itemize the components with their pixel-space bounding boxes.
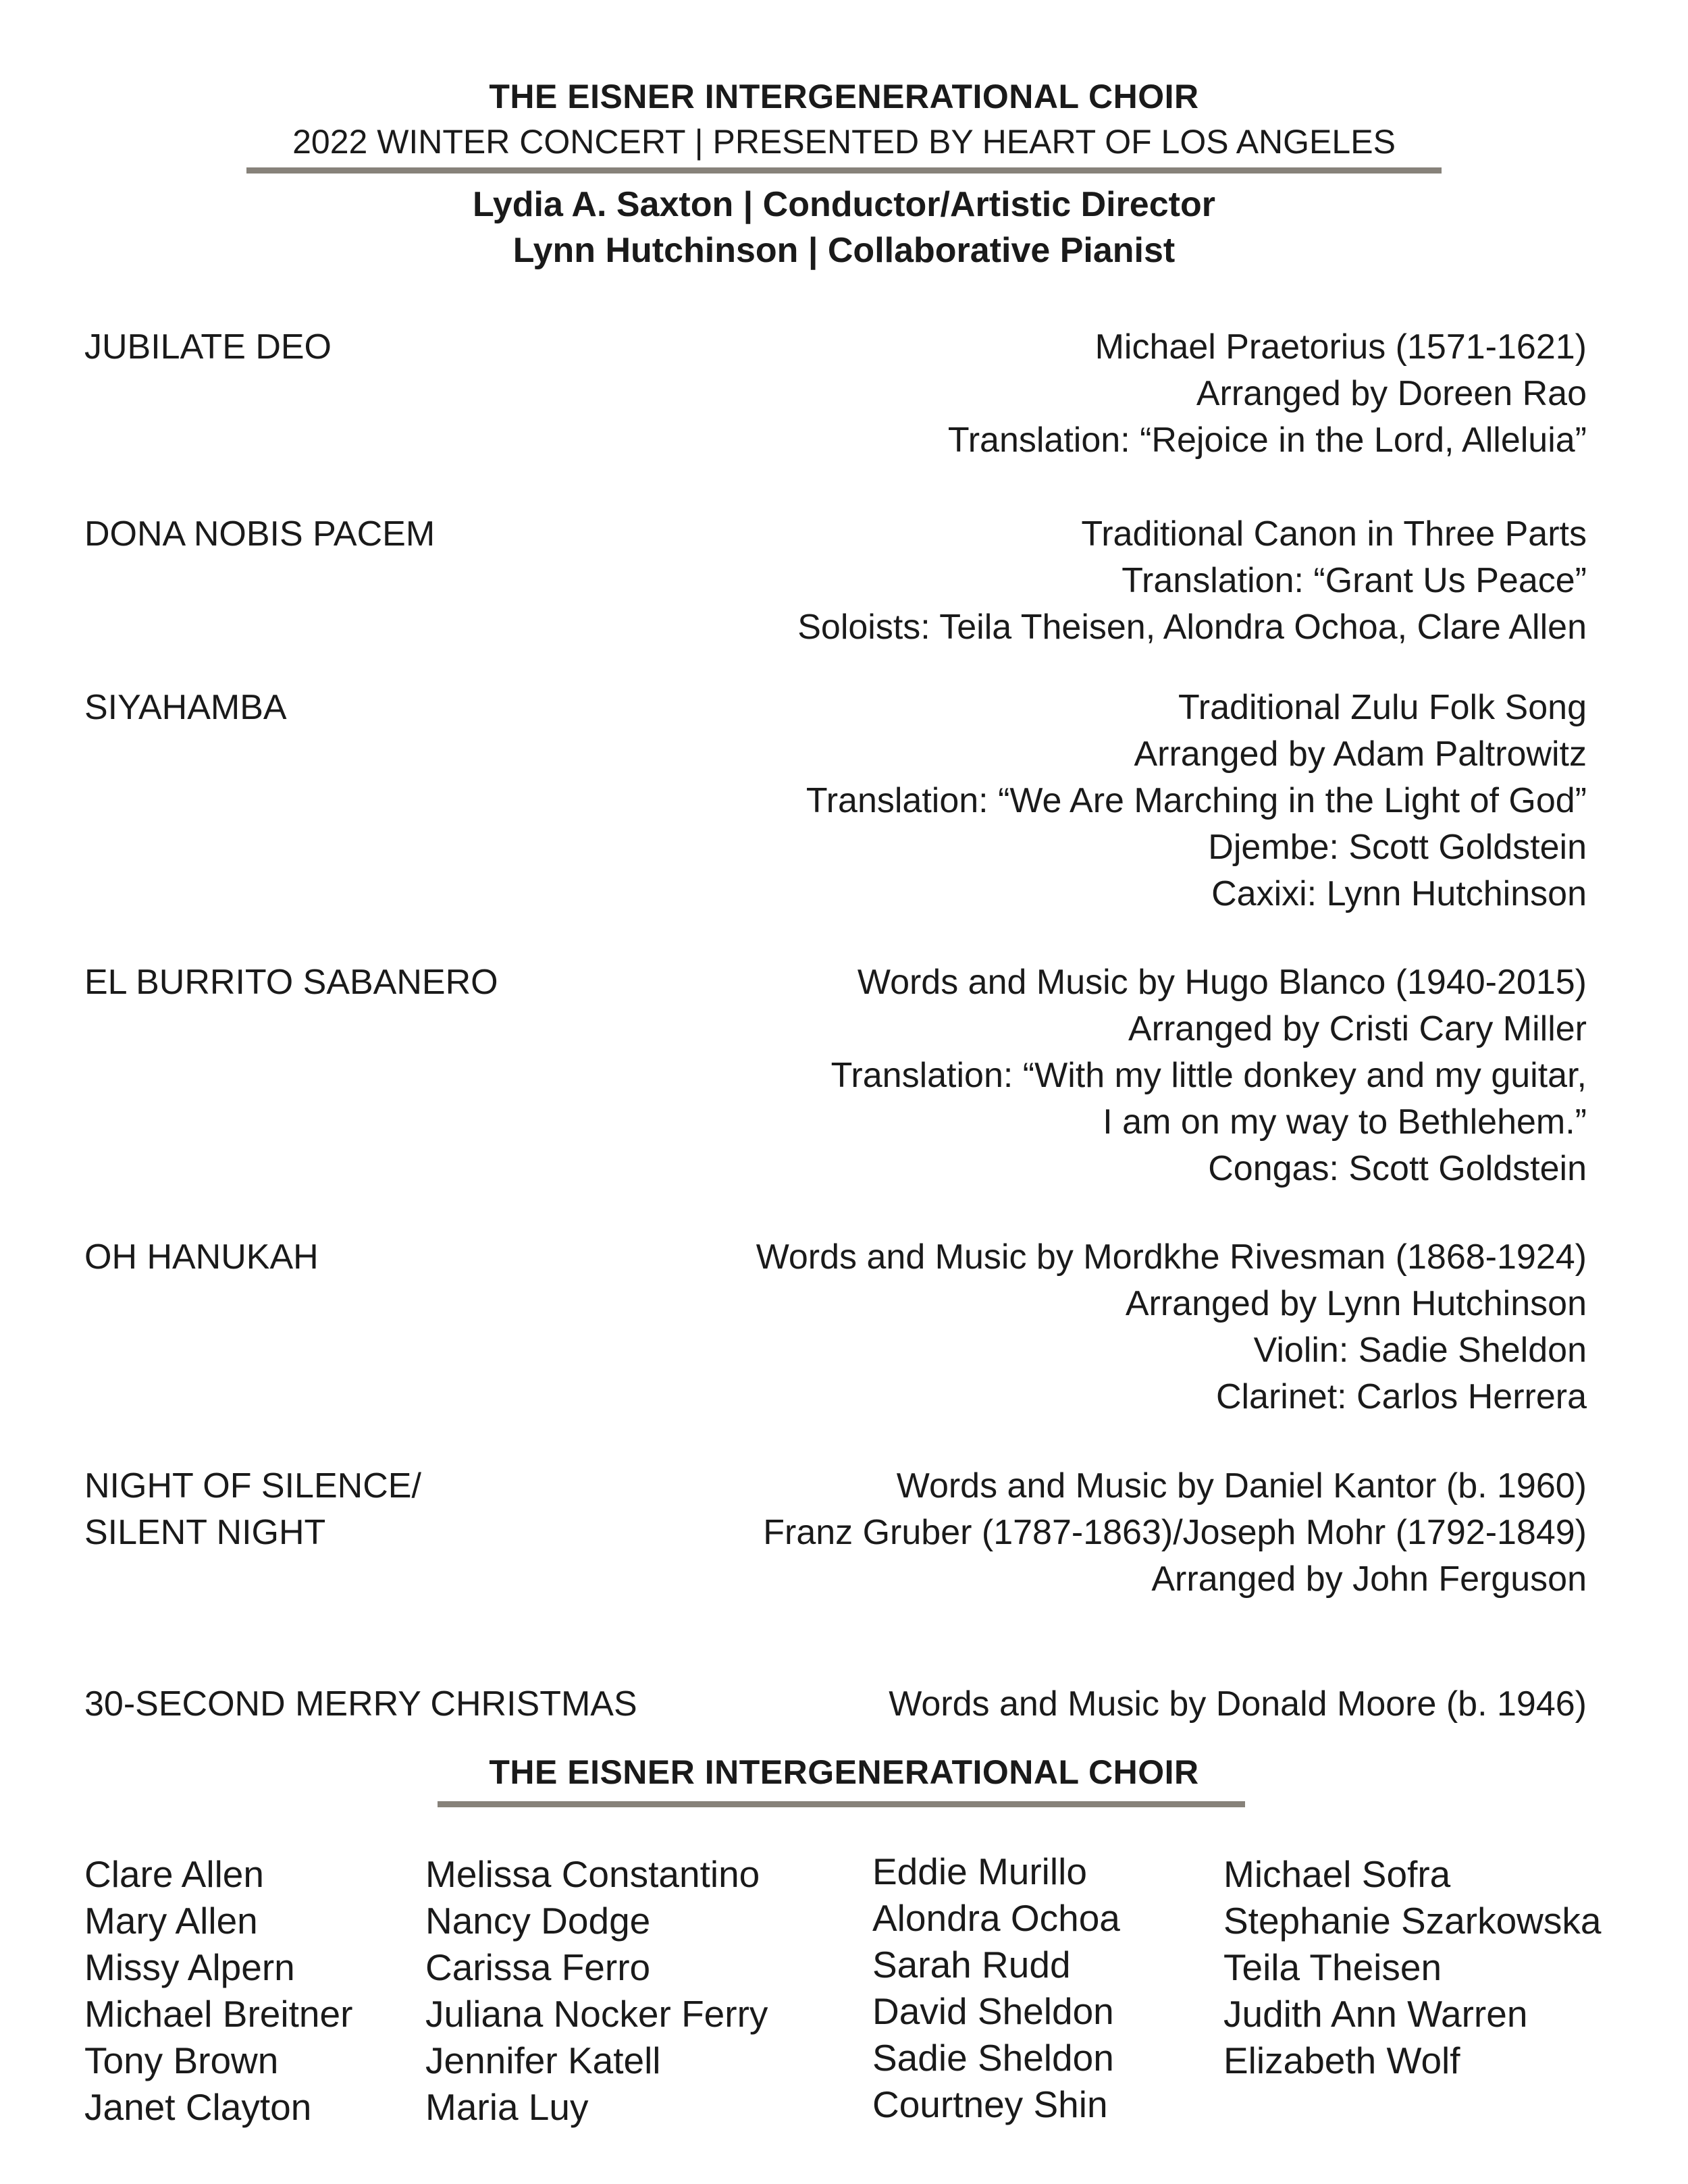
member-name: Courtney Shin	[872, 2083, 1108, 2125]
piece-title-line: SILENT NIGHT	[84, 1513, 326, 1552]
performer-line: Caxixi: Lynn Hutchinson	[1211, 874, 1587, 913]
roster-column-4	[1223, 1851, 1601, 2084]
piece-details	[756, 1234, 1587, 1420]
member-name: Mary Allen	[84, 1900, 258, 1942]
roster-title: THE EISNER INTERGENERATIONAL CHOIR	[489, 1753, 1199, 1791]
composer-line: Michael Praetorius (1571-1621)	[1094, 327, 1587, 367]
translation-line: Translation: “We Are Marching in the Light of God”	[806, 781, 1587, 820]
conductor-credit: Lydia A. Saxton | Conductor/Artistic Director	[473, 185, 1215, 224]
roster-column-1	[84, 1851, 352, 2131]
member-name: Janet Clayton	[84, 2086, 312, 2128]
piece-title	[84, 324, 332, 371]
member-name: Juliana Nocker Ferry	[425, 1993, 768, 2035]
piece-title	[84, 959, 498, 1006]
translation-line: I am on my way to Bethlehem.”	[1103, 1102, 1587, 1142]
member-name: Elizabeth Wolf	[1223, 2040, 1460, 2081]
piece-title	[84, 511, 435, 558]
composer-line: Franz Gruber (1787-1863)/Joseph Mohr (1792-1849)	[763, 1513, 1587, 1552]
credits	[0, 182, 1688, 273]
roster-column-2	[425, 1851, 768, 2131]
member-name: Carissa Ferro	[425, 1946, 651, 1988]
piece-details	[806, 685, 1587, 917]
concert-subtitle: 2022 WINTER CONCERT | PRESENTED BY HEART OF LOS ANGELES	[292, 123, 1396, 161]
piece-title-line: DONA NOBIS PACEM	[84, 514, 436, 554]
piece-title	[84, 1681, 637, 1728]
piece-details	[831, 959, 1587, 1192]
member-name: Jennifer Katell	[425, 2040, 661, 2081]
performer-line: Congas: Scott Goldstein	[1208, 1149, 1587, 1188]
member-name: Teila Theisen	[1223, 1946, 1442, 1988]
composer-line: Words and Music by Daniel Kantor (b. 1960)	[896, 1466, 1587, 1506]
member-name: Michael Sofra	[1223, 1853, 1451, 1895]
composer-line: Words and Music by Hugo Blanco (1940-2015)	[857, 963, 1587, 1002]
arranger-line: Arranged by Lynn Hutchinson	[1125, 1284, 1587, 1323]
choir-title: THE EISNER INTERGENERATIONAL CHOIR	[489, 78, 1199, 115]
composer-line: Words and Music by Mordkhe Rivesman (1868-1924)	[756, 1237, 1587, 1277]
member-name: Tony Brown	[84, 2040, 279, 2081]
translation-line: Translation: “With my little donkey and my guitar,	[830, 1056, 1587, 1095]
piece-details	[948, 324, 1587, 464]
piece-title	[84, 1463, 421, 1556]
member-name: Nancy Dodge	[425, 1900, 651, 1942]
piece-details	[889, 1681, 1587, 1728]
composer-line: Traditional Canon in Three Parts	[1081, 514, 1587, 554]
arranger-line: Arranged by Doreen Rao	[1196, 374, 1587, 413]
member-name: Missy Alpern	[84, 1946, 295, 1988]
program-header	[0, 74, 1688, 273]
piece-title-line: OH HANUKAH	[84, 1237, 319, 1277]
piece-title	[84, 685, 287, 731]
arranger-line: Arranged by Adam Paltrowitz	[1134, 735, 1587, 774]
member-name: Sadie Sheldon	[872, 2037, 1114, 2079]
piece-details	[763, 1463, 1587, 1603]
performer-line: Clarinet: Carlos Herrera	[1215, 1377, 1587, 1416]
member-name: Sarah Rudd	[872, 1944, 1071, 1986]
piece-title	[84, 1234, 319, 1281]
member-name: Alondra Ochoa	[872, 1897, 1120, 1939]
translation-line: Translation: “Rejoice in the Lord, Alleluia”	[947, 421, 1587, 460]
roster-column-3	[872, 1848, 1120, 2128]
performer-line: Violin: Sadie Sheldon	[1253, 1331, 1587, 1370]
arranger-line: Arranged by John Ferguson	[1151, 1560, 1587, 1599]
member-name: Clare Allen	[84, 1853, 264, 1895]
member-name: Stephanie Szarkowska	[1223, 1900, 1602, 1942]
member-name: Melissa Constantino	[425, 1853, 760, 1895]
piece-title-line: SIYAHAMBA	[84, 688, 287, 727]
header-divider	[246, 167, 1442, 174]
arranger-line: Arranged by Cristi Cary Miller	[1128, 1009, 1587, 1048]
piece-title-line: JUBILATE DEO	[84, 327, 332, 367]
translation-line: Translation: “Grant Us Peace”	[1122, 561, 1587, 600]
piece-title-line: EL BURRITO SABANERO	[84, 963, 498, 1002]
performer-line: Djembe: Scott Goldstein	[1208, 828, 1587, 867]
member-name: Michael Breitner	[84, 1993, 353, 2035]
piece-details	[797, 511, 1587, 651]
roster-divider	[438, 1801, 1245, 1807]
composer-line: Traditional Zulu Folk Song	[1178, 688, 1587, 727]
member-name: Maria Luy	[425, 2086, 589, 2128]
member-name: Eddie Murillo	[872, 1850, 1087, 1892]
piece-title-line: 30-SECOND MERRY CHRISTMAS	[84, 1684, 637, 1724]
pianist-credit: Lynn Hutchinson | Collaborative Pianist	[512, 231, 1176, 270]
member-name: Judith Ann Warren	[1223, 1993, 1528, 2035]
soloists-line: Soloists: Teila Theisen, Alondra Ochoa, Clare Allen	[797, 608, 1587, 647]
composer-line: Words and Music by Donald Moore (b. 1946)	[889, 1684, 1587, 1724]
member-name: David Sheldon	[872, 1990, 1114, 2032]
piece-title-line: NIGHT OF SILENCE/	[84, 1466, 421, 1506]
